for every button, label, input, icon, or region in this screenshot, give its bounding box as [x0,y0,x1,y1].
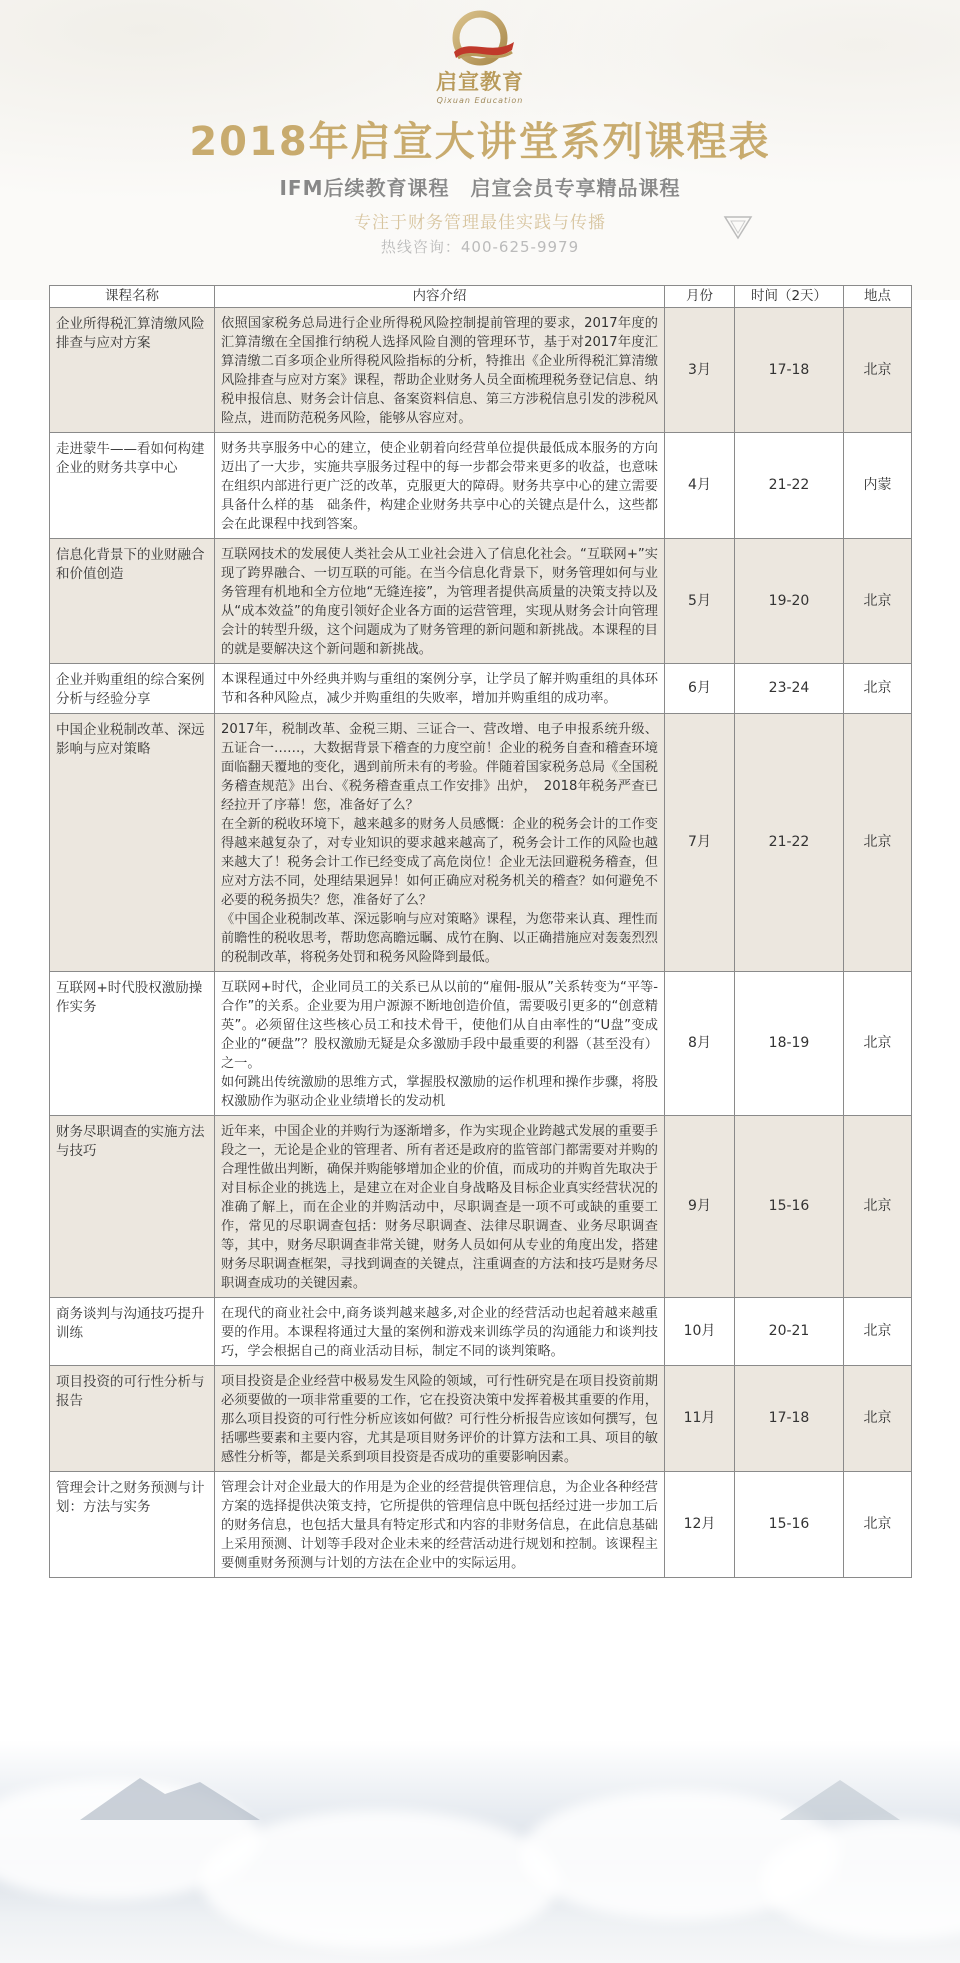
course-month: 10月 [665,1298,735,1366]
course-schedule-table [49,285,912,1578]
course-name: 企业所得税汇算清缴风险排查与应对方案 [50,308,215,433]
course-location: 北京 [844,1366,912,1472]
course-month: 3月 [665,308,735,433]
course-month: 8月 [665,972,735,1116]
hotline: 热线咨询：400-625-9979 [380,238,580,256]
course-description [215,1366,665,1472]
logo-english-name: Qixuan Education [436,96,524,105]
course-month: 5月 [665,539,735,664]
course-description [215,433,665,539]
course-location: 北京 [844,539,912,664]
course-time: 15-16 [735,1472,844,1578]
course-time: 17-18 [735,308,844,433]
course-location: 北京 [844,1298,912,1366]
description-paragraph: 《中国企业税制改革、深远影响与应对策略》课程，为您带来认真、理性而前瞻性的税收思考，帮助您高瞻远瞩、成竹在胸、以正确措施应对轰轰烈烈的税制改革，将税务处罚和税务风险降到最低。 [221,912,658,965]
course-description [215,308,665,433]
course-description [215,1116,665,1298]
course-month: 4月 [665,433,735,539]
table-row [50,972,912,1116]
header-course-name: 课程名称 [50,286,215,308]
table-row [50,1116,912,1298]
course-rows [50,308,912,1578]
description-paragraph: 项目投资是企业经营中极易发生风险的领域，可行性研究是在项目投资前期必须要做的一项非常重要的工作，它在投资决策中发挥着极其重要的作用，那么项目投资的可行性分析应该如何做？可行性分析报告应该如何撰写，包括哪些要素和主要内容，尤其是项目财务评价的计算方法和工具、项目的敏感性分析等，都是关系到项目投资是否成功的重要影响因素。 [221,1374,658,1465]
course-location: 北京 [844,1472,912,1578]
table-header-row [50,286,912,308]
course-description [215,539,665,664]
course-name: 中国企业税制改革、深远影响与应对策略 [50,714,215,972]
course-description [215,664,665,714]
description-paragraph: 2017年，税制改革、金税三期、三证合一、营改增、电子申报系统升级、五证合一……，大数据背景下稽查的力度空前！企业的税务自查和稽查环境面临翻天覆地的变化，遇到前所未有的考验。伴随着国家税务总局《全国税务稽查规范》出台、《税务稽查重点工作安排》出炉， 2018年税务严查已经拉开了序幕！您，准备好了么？ [221,722,658,813]
description-paragraph: 在现代的商业社会中,商务谈判越来越多,对企业的经营活动也起着越来越重要的作用。本课程将通过大量的案例和游戏来训练学员的沟通能力和谈判技巧，学会根据自己的商业活动目标，制定不同的谈判策略。 [221,1306,658,1359]
course-name: 信息化背景下的业财融合和价值创造 [50,539,215,664]
description-paragraph: 互联网+时代，企业同员工的关系已从以前的“雇佣-服从”关系转变为“平等-合作”的关系。企业要为用户源源不断地创造价值，需要吸引更多的“创意精英”。必须留住这些核心员工和技术骨干，使他们从自由率性的“U盘”变成企业的“硬盘”？股权激励无疑是众多激励手段中最重要的利器（甚至没有）之一。 [221,980,658,1071]
description-paragraph: 财务共享服务中心的建立，使企业朝着向经营单位提供最低成本服务的方向迈出了一大步，实施共享服务过程中的每一步都会带来更多的收益，也意味在组织内部进行更广泛的改革，克服更大的障碍。财务共享中心的建立需要具备什么样的基 础条件，构建企业财务共享中心的关键点是什么，这些都会在此课程中找到答案。 [221,441,658,532]
course-description [215,714,665,972]
course-time: 23-24 [735,664,844,714]
description-paragraph: 管理会计对企业最大的作用是为企业的经营提供管理信息，为企业各种经营方案的选择提供决策支持，它所提供的管理信息中既包括经过进一步加工后的财务信息，也包括大量具有特定形式和内容的非财务信息，在此信息基础上采用预测、计划等手段对企业未来的经营活动进行规划和控制。该课程主要侧重财务预测与计划的方法在企业中的实际运用。 [221,1480,658,1571]
course-description [215,972,665,1116]
table-row [50,539,912,664]
course-time: 19-20 [735,539,844,664]
course-time: 18-19 [735,972,844,1116]
course-month: 6月 [665,664,735,714]
description-paragraph: 本课程通过中外经典并购与重组的案例分享，让学员了解并购重组的具体环节和各种风险点，减少并购重组的失败率，增加并购重组的成功率。 [221,672,658,706]
course-name: 财务尽职调查的实施方法与技巧 [50,1116,215,1298]
course-description [215,1298,665,1366]
course-month: 7月 [665,714,735,972]
description-paragraph: 近年来，中国企业的并购行为逐渐增多，作为实现企业跨越式发展的重要手段之一，无论是企业的管理者、所有者还是政府的监管部门都需要对并购的合理性做出判断，确保并购能够增加企业的价值，而成功的并购首先取决于对目标企业的挑选上，是建立在对企业自身战略及目标企业真实经营状况的准确了解上，而在企业的并购活动中，尽职调查是一项不可或缺的重要工作，常见的尽职调查包括：财务尽职调查、法律尽职调查、业务尽职调查等，其中，财务尽职调查非常关键，财务人员如何从专业的角度出发，搭建财务尽职调查框架，寻找到调查的关键点，注重调查的方法和技巧是财务尽职调查成功的关键因素。 [221,1124,658,1291]
course-name: 商务谈判与沟通技巧提升训练 [50,1298,215,1366]
description-paragraph: 互联网技术的发展使人类社会从工业社会进入了信息化社会。“互联网+”实现了跨界融合、一切互联的可能。在当今信息化背景下，财务管理如何与业务管理有机地和全方位地“无缝连接”，为管理者提供高质量的决策支持以及从“成本效益”的角度引领好企业各方面的运营管理，实现从财务会计向管理会计的转型升级，这个问题成为了财务管理的新问题和新挑战。本课程的目的就是要解决这个新问题和新挑战。 [221,547,658,657]
header-location: 地点 [844,286,912,308]
course-location: 北京 [844,308,912,433]
page-subtitle: IFM后续教育课程 启宣会员专享精品课程 [279,176,681,200]
cloud-background [0,1740,960,1963]
mountain-decoration [0,1760,960,1840]
course-time: 20-21 [735,1298,844,1366]
course-time: 21-22 [735,433,844,539]
header-month: 月份 [665,286,735,308]
table-row [50,433,912,539]
table-row [50,1472,912,1578]
description-paragraph: 如何跳出传统激励的思维方式，掌握股权激励的运作机理和操作步骤，将股权激励作为驱动企业业绩增长的发动机 [221,1075,658,1109]
qixuan-logo-icon [440,8,520,70]
description-paragraph: 依照国家税务总局进行企业所得税风险控制提前管理的要求，2017年度的汇算清缴在全国推行纳税人选择风险自测的管理环节，基于对2017年度汇算清缴二百多项企业所得税风险指标的分析，特推出《企业所得税汇算清缴风险排查与应对方案》课程，帮助企业财务人员全面梳理税务登记信息、纳税申报信息、财务会计信息、备案资料信息、第三方涉税信息引发的涉税风险点，进而防范税务风险，能够从容应对。 [221,316,658,426]
course-location: 北京 [844,972,912,1116]
logo-chinese-name: 启宣教育 [436,70,524,94]
table-row [50,664,912,714]
description-paragraph: 在全新的税收环境下，越来越多的财务人员感慨：企业的税务会计的工作变得越来越复杂了，对专业知识的要求越来越高了，税务会计工作的风险也越来越大了！税务会计工作已经变成了高危岗位！企业无法回避税务稽查，但应对方法不同，处理结果迥异！如何正确应对税务机关的稽查？如何避免不必要的税务损失？您，准备好了么？ [221,817,658,908]
course-location: 北京 [844,664,912,714]
course-name: 管理会计之财务预测与计划：方法与实务 [50,1472,215,1578]
course-name: 走进蒙牛——看如何构建企业的财务共享中心 [50,433,215,539]
course-name: 企业并购重组的综合案例分析与经验分享 [50,664,215,714]
table-row [50,714,912,972]
course-time: 15-16 [735,1116,844,1298]
course-location: 内蒙 [844,433,912,539]
course-location: 北京 [844,714,912,972]
course-location: 北京 [844,1116,912,1298]
header-time: 时间（2天） [735,286,844,308]
table-row [50,1366,912,1472]
header-content: 内容介绍 [215,286,665,308]
course-description [215,1472,665,1578]
table-row [50,308,912,433]
course-month: 11月 [665,1366,735,1472]
course-time: 21-22 [735,714,844,972]
slogan: 专注于财务管理最佳实践与传播 [354,213,606,233]
logo [0,8,960,105]
page-title: 2018年启宣大讲堂系列课程表 [189,119,771,165]
course-time: 17-18 [735,1366,844,1472]
table-row [50,1298,912,1366]
course-month: 9月 [665,1116,735,1298]
triangle-decoration-icon [723,214,753,240]
course-name: 项目投资的可行性分析与报告 [50,1366,215,1472]
course-month: 12月 [665,1472,735,1578]
course-name: 互联网+时代股权激励操作实务 [50,972,215,1116]
